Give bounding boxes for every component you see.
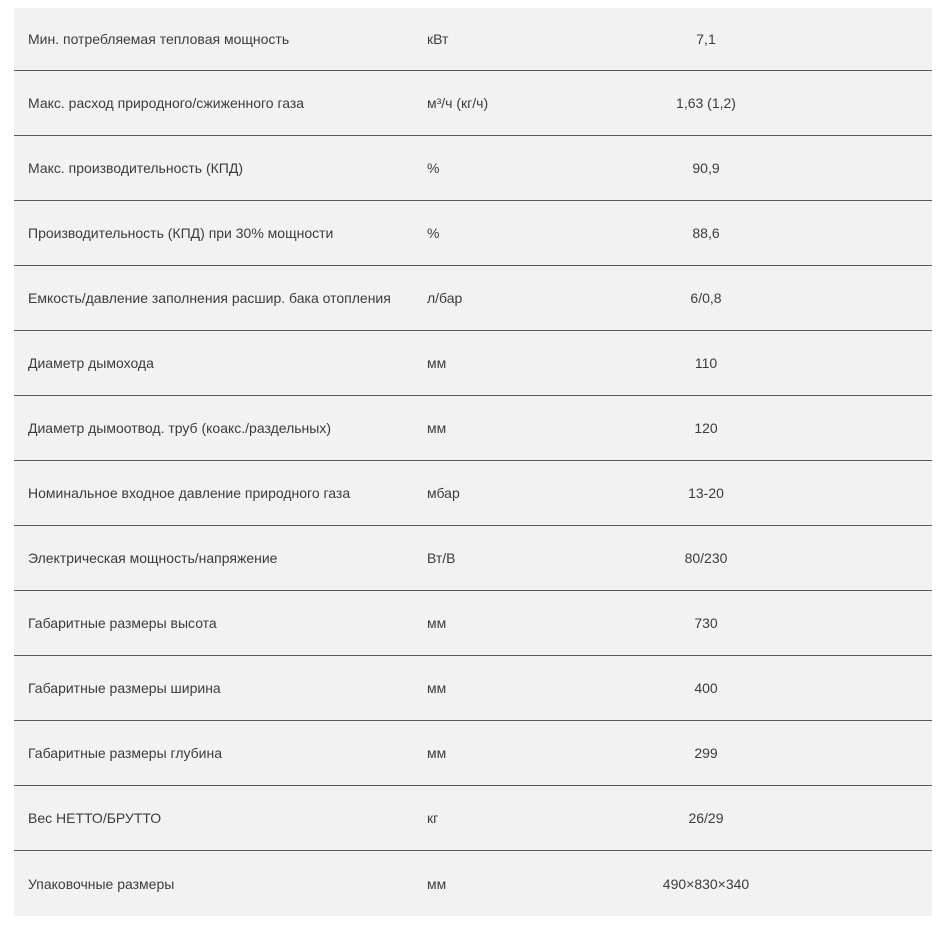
- spec-name: Габаритные размеры ширина: [28, 680, 221, 696]
- spec-unit: мм: [427, 420, 447, 436]
- spec-table: [14, 8, 932, 916]
- spec-name: Макс. производительность (КПД): [28, 160, 243, 176]
- spec-unit: мм: [427, 615, 447, 631]
- table-row: [14, 656, 932, 721]
- spec-name: Номинальное входное давление природного газа: [28, 485, 351, 501]
- spec-value: 120: [694, 420, 718, 436]
- table-row: [14, 526, 932, 591]
- spec-unit: Вт/В: [427, 550, 456, 566]
- spec-name: Емкость/давление заполнения расшир. бака отопления: [28, 290, 391, 306]
- spec-value: 1,63 (1,2): [676, 95, 736, 111]
- spec-name: Электрическая мощность/напряжение: [28, 550, 278, 566]
- table-row: [14, 136, 932, 201]
- spec-unit: мм: [427, 355, 447, 371]
- spec-value: 7,1: [696, 31, 716, 47]
- table-row: [14, 396, 932, 461]
- spec-value: 80/230: [684, 550, 728, 566]
- spec-value: 110: [694, 355, 718, 371]
- spec-name: Вес НЕТТО/БРУТТО: [28, 810, 162, 826]
- spec-value: 90,9: [692, 160, 720, 176]
- spec-value: 13-20: [688, 485, 724, 501]
- table-row: [14, 201, 932, 266]
- spec-value: 6/0,8: [690, 290, 722, 306]
- spec-name: Габаритные размеры глубина: [28, 745, 223, 761]
- table-row: [14, 851, 932, 916]
- table-row: [14, 786, 932, 851]
- spec-unit: %: [427, 160, 440, 176]
- spec-value: 490×830×340: [662, 875, 750, 892]
- spec-name: Упаковочные размеры: [28, 875, 175, 892]
- table-row: [14, 8, 932, 71]
- spec-name: Габаритные размеры высота: [28, 615, 217, 631]
- spec-unit: мм: [427, 745, 447, 761]
- spec-unit: мм: [427, 875, 447, 892]
- spec-name: Производительность (КПД) при 30% мощности: [28, 225, 334, 241]
- spec-value: 400: [694, 680, 718, 696]
- spec-unit: м³/ч (кг/ч): [427, 95, 489, 111]
- spec-name: Диаметр дымохода: [28, 355, 154, 371]
- table-row: [14, 331, 932, 396]
- spec-unit: %: [427, 225, 440, 241]
- table-row: [14, 461, 932, 526]
- spec-unit: мбар: [427, 485, 460, 501]
- spec-unit: кВт: [427, 31, 449, 47]
- table-row: [14, 266, 932, 331]
- spec-unit: мм: [427, 680, 447, 696]
- table-row: [14, 71, 932, 136]
- spec-value: 730: [694, 615, 718, 631]
- spec-unit: кг: [427, 810, 439, 826]
- table-row: [14, 721, 932, 786]
- spec-name: Макс. расход природного/сжиженного газа: [28, 95, 305, 111]
- spec-name: Мин. потребляемая тепловая мощность: [28, 31, 290, 47]
- spec-value: 299: [694, 745, 718, 761]
- spec-value: 26/29: [688, 810, 724, 826]
- spec-value: 88,6: [692, 225, 720, 241]
- table-row: [14, 591, 932, 656]
- spec-unit: л/бар: [427, 290, 463, 306]
- spec-name: Диаметр дымоотвод. труб (коакс./раздельных): [28, 420, 331, 436]
